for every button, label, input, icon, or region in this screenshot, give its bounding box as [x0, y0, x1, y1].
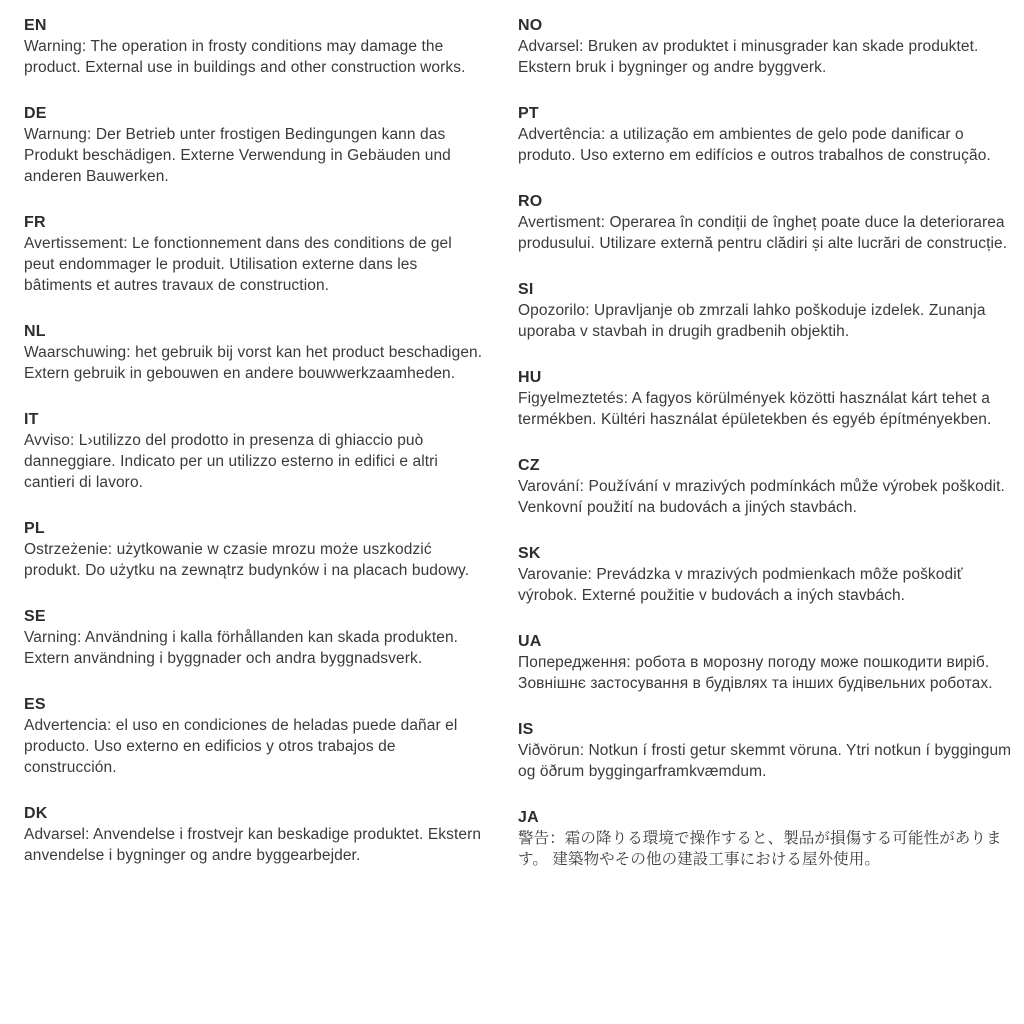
lang-code-pt: PT: [518, 105, 539, 122]
warning-text-cz: Varování: Používání v mrazivých podmínkách může výrobek poškodit. Venkovní použití na budovách a jiných stavbách.: [518, 478, 1005, 516]
lang-code-en: EN: [24, 17, 47, 34]
lang-section-se: [24, 606, 484, 669]
warning-text-pl: Ostrzeżenie: użytkowanie w czasie mrozu może uszkodzić produkt. Do użytku na zewnątrz budynków i na placach budowy.: [24, 541, 470, 579]
warning-text-is: Viðvörun: Notkun í frosti getur skemmt vöruna. Ytri notkun í byggingum og öðrum byggingarframkvæmdum.: [518, 742, 1012, 780]
lang-section-no: [518, 15, 1012, 78]
lang-section-si: [518, 279, 1012, 342]
lang-section-ro: [518, 191, 1012, 254]
lang-section-en: [24, 15, 484, 78]
lang-section-pt: [518, 103, 1012, 166]
lang-section-is: [518, 719, 1012, 782]
lang-code-no: NO: [518, 17, 543, 34]
warning-text-dk: Advarsel: Anvendelse i frostvejr kan beskadige produktet. Ekstern anvendelse i bygninger og andre byggearbejder.: [24, 826, 482, 864]
lang-section-cz: [518, 455, 1012, 518]
lang-code-si: SI: [518, 281, 534, 298]
lang-code-ua: UA: [518, 633, 542, 650]
lang-code-sk: SK: [518, 545, 541, 562]
lang-section-es: [24, 694, 484, 778]
lang-section-ja: [518, 807, 1012, 870]
lang-code-fr: FR: [24, 214, 46, 231]
lang-code-dk: DK: [24, 805, 48, 822]
warning-text-ja: 警告：霜の降りる環境で操作すると、製品が損傷する可能性があります。 建築物やその他の建設工事における屋外使用。: [518, 830, 1002, 868]
warning-text-pt: Advertência: a utilização em ambientes de gelo pode danificar o produto. Uso externo em edifícios e outros trabalhos de construção.: [518, 126, 991, 164]
lang-section-ua: [518, 631, 1012, 694]
warning-text-no: Advarsel: Bruken av produktet i minusgrader kan skade produktet. Ekstern bruk i bygninger og andre byggverk.: [518, 38, 979, 76]
right-column: [518, 15, 1012, 1024]
lang-code-de: DE: [24, 105, 47, 122]
warning-text-se: Varning: Användning i kalla förhållanden kan skada produkten. Extern användning i byggnader och andra byggnadsverk.: [24, 629, 459, 667]
lang-section-hu: [518, 367, 1012, 430]
left-column: [24, 15, 484, 1024]
warning-text-it: Avviso: L›utilizzo del prodotto in presenza di ghiaccio può danneggiare. Indicato per un utilizzo esterno in edifici e altri cantieri di lavoro.: [24, 432, 438, 491]
warning-text-fr: Avertissement: Le fonctionnement dans des conditions de gel peut endommager le produit. Utilisation externe dans les bâtiments et autres travaux de construction.: [24, 235, 452, 294]
lang-code-nl: NL: [24, 323, 46, 340]
lang-section-it: [24, 409, 484, 493]
lang-section-sk: [518, 543, 1012, 606]
warning-text-hu: Figyelmeztetés: A fagyos körülmények közötti használat kárt tehet a termékben. Kültéri használat épületekben és egyéb építményekben.: [518, 390, 992, 428]
lang-code-hu: HU: [518, 369, 542, 386]
warning-text-nl: Waarschuwing: het gebruik bij vorst kan het product beschadigen. Extern gebruik in gebouwen en andere bouwwerkzaamheden.: [24, 344, 483, 382]
lang-code-cz: CZ: [518, 457, 540, 474]
lang-code-ro: RO: [518, 193, 543, 210]
lang-code-es: ES: [24, 696, 46, 713]
warning-text-en: Warning: The operation in frosty conditions may damage the product. External use in buildings and other construction works.: [24, 38, 466, 76]
warning-text-sk: Varovanie: Prevádzka v mrazivých podmienkach môže poškodiť výrobok. Externé použitie v budovách a iných stavbách.: [518, 566, 963, 604]
warning-text-es: Advertencia: el uso en condiciones de heladas puede dañar el producto. Uso externo en edificios y otros trabajos de construcción.: [24, 717, 458, 776]
lang-section-dk: [24, 803, 484, 866]
warning-text-ro: Avertisment: Operarea în condiții de îngheț poate duce la deteriorarea produsului. Utilizare externă pentru clădiri și alte lucrări de construcție.: [518, 214, 1008, 252]
lang-code-it: IT: [24, 411, 39, 428]
lang-section-pl: [24, 518, 484, 581]
lang-section-nl: [24, 321, 484, 384]
lang-section-fr: [24, 212, 484, 296]
warning-text-de: Warnung: Der Betrieb unter frostigen Bedingungen kann das Produkt beschädigen. Externe Verwendung in Gebäuden und anderen Bauwerken.: [24, 126, 451, 185]
warning-text-si: Opozorilo: Upravljanje ob zmrzali lahko poškoduje izdelek. Zunanja uporaba v stavbah in drugih gradbenih objektih.: [518, 302, 986, 340]
lang-code-ja: JA: [518, 809, 539, 826]
lang-code-is: IS: [518, 721, 534, 738]
lang-code-se: SE: [24, 608, 46, 625]
lang-code-pl: PL: [24, 520, 45, 537]
lang-section-de: [24, 103, 484, 187]
warning-text-ua: Попередження: робота в морозну погоду може пошкодити виріб. Зовнішнє застосування в будівлях та інших будівельних роботах.: [518, 654, 993, 692]
